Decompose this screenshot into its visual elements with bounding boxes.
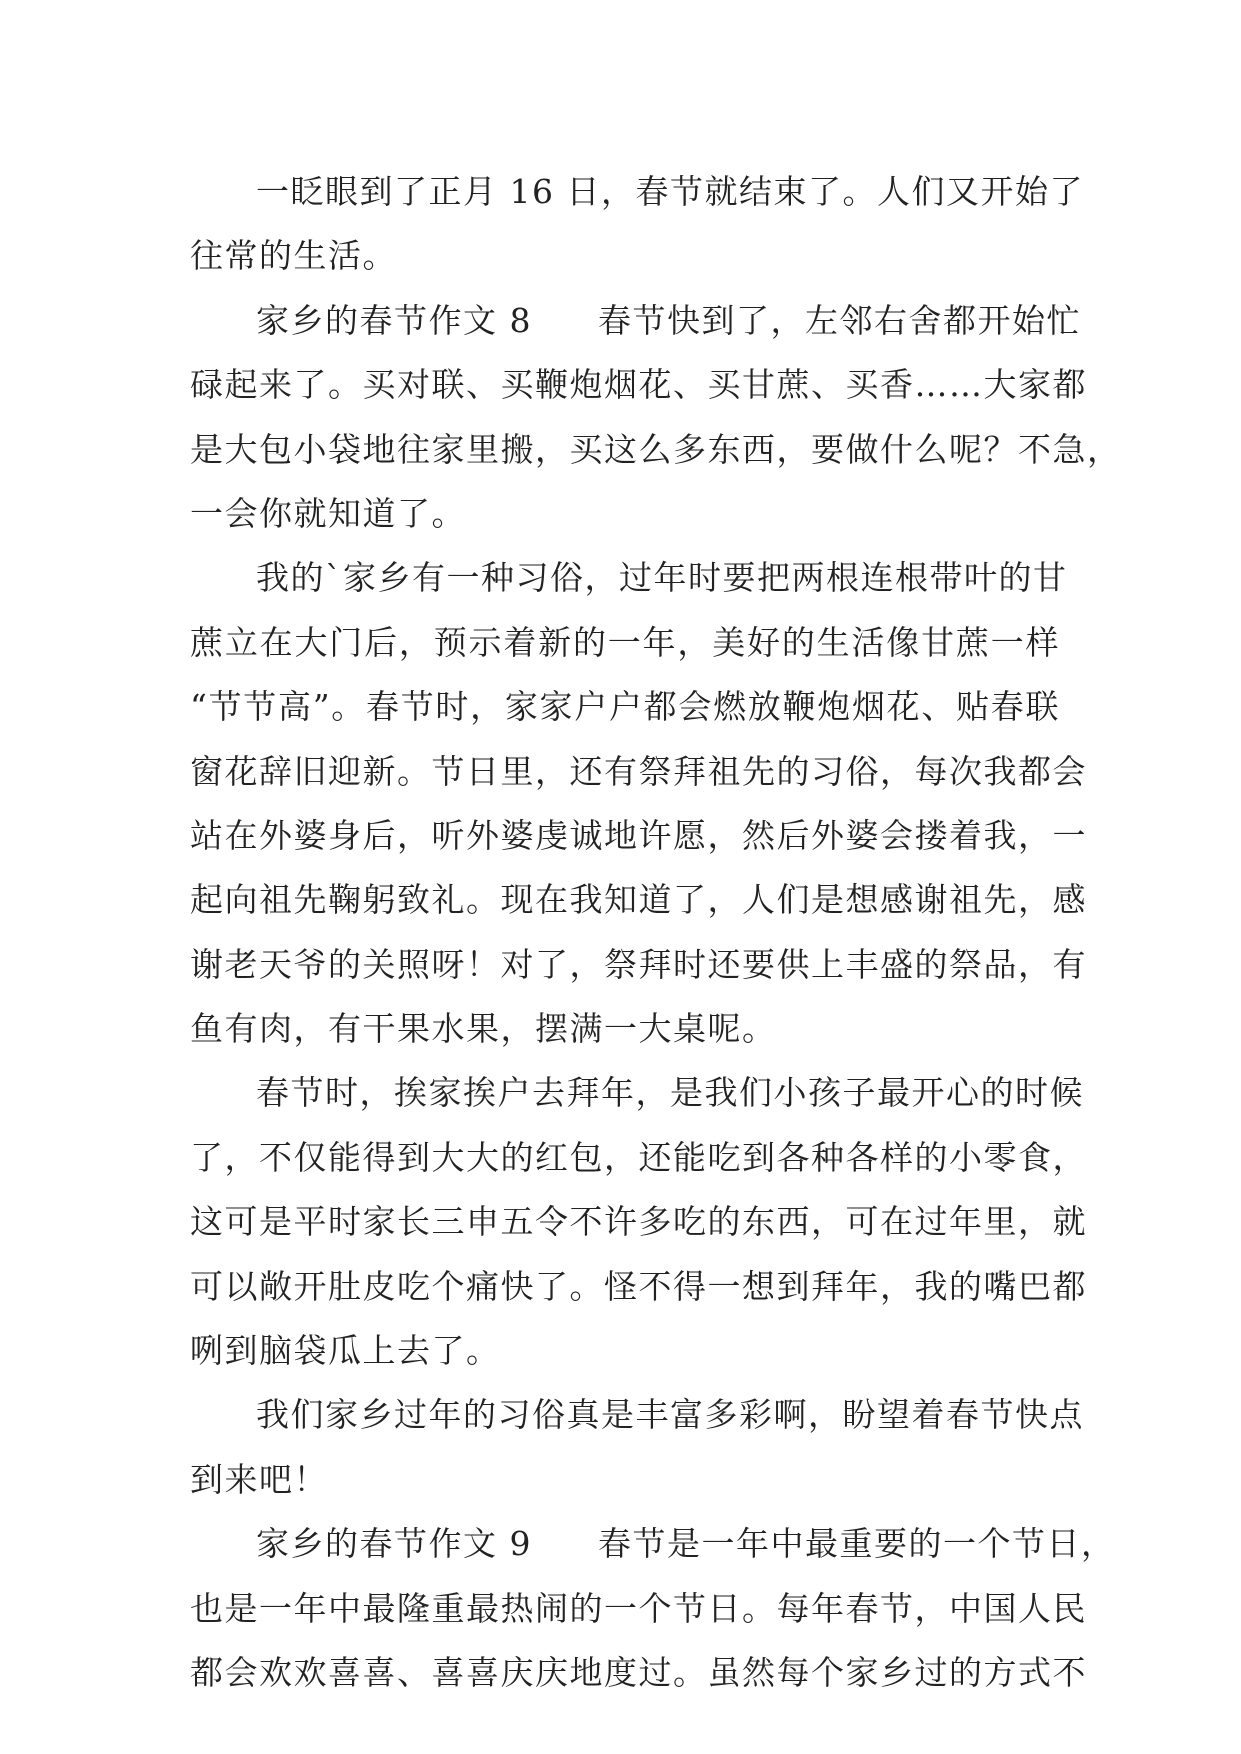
text-line: 鱼有肉，有干果水果，摆满一大桌呢。 — [190, 1009, 777, 1049]
text-line: “节节高”。春节时，家家户户都会燃放鞭炮烟花、贴春联 — [190, 687, 1060, 727]
text-line: 谢老天爷的关照呀！对了，祭拜时还要供上丰盛的祭品，有 — [190, 944, 1087, 984]
text-line: 到来吧！ — [190, 1459, 328, 1499]
text-line: 往常的生活。 — [190, 236, 397, 276]
text-fragment: 春节快到了，左邻右舍都开始忙 — [598, 300, 1081, 340]
text-line: 也是一年中最隆重最热闹的一个节日。每年春节，中国人民 — [190, 1588, 1087, 1628]
text-line: 我的`家乡有一种习俗，过年时要把两根连根带叶的甘 — [256, 558, 1068, 598]
text-line: 春节时，挨家挨户去拜年，是我们小孩子最开心的时候 — [256, 1073, 1084, 1113]
text-line — [190, 1512, 1116, 1576]
text-line: 站在外婆身后，听外婆虔诚地许愿，然后外婆会搂着我，一 — [190, 815, 1087, 855]
text-line: 一会你就知道了。 — [190, 493, 466, 533]
text-line: 是大包小袋地往家里搬，买这么多东西，要做什么呢？不急， — [190, 429, 1122, 469]
text-line — [190, 289, 1081, 353]
text-line: 碌起来了。买对联、买鞭炮烟花、买甘蔗、买香……大家都 — [190, 365, 1087, 405]
text-line: 了，不仅能得到大大的红包，还能吃到各种各样的小零食， — [190, 1137, 1087, 1177]
text-line: 一眨眼到了正月 16 日，春节就结束了。人们又开始了 — [256, 172, 1084, 211]
text-line: 起向祖先鞠躬致礼。现在我知道了，人们是想感谢祖先，感 — [190, 880, 1087, 920]
text-fragment: 春节是一年中最重要的一个节日， — [598, 1524, 1116, 1564]
section-heading: 家乡的春节作文 8 — [256, 300, 532, 340]
body-text — [190, 160, 1122, 1705]
text-line: 我们家乡过年的习俗真是丰富多彩啊，盼望着春节快点 — [256, 1395, 1084, 1435]
text-line: 这可是平时家长三申五令不许多吃的东西，可在过年里，就 — [190, 1202, 1087, 1242]
text-line: 咧到脑袋瓜上去了。 — [190, 1331, 501, 1371]
text-line: 窗花辞旧迎新。节日里，还有祭拜祖先的习俗，每次我都会 — [190, 751, 1087, 791]
section-heading: 家乡的春节作文 9 — [256, 1524, 532, 1564]
text-line: 蔗立在大门后，预示着新的一年，美好的生活像甘蔗一样 — [190, 622, 1060, 662]
text-line: 都会欢欢喜喜、喜喜庆庆地度过。虽然每个家乡过的方式不 — [190, 1652, 1087, 1692]
text-line: 可以敞开肚皮吃个痛快了。怪不得一想到拜年，我的嘴巴都 — [190, 1266, 1087, 1306]
